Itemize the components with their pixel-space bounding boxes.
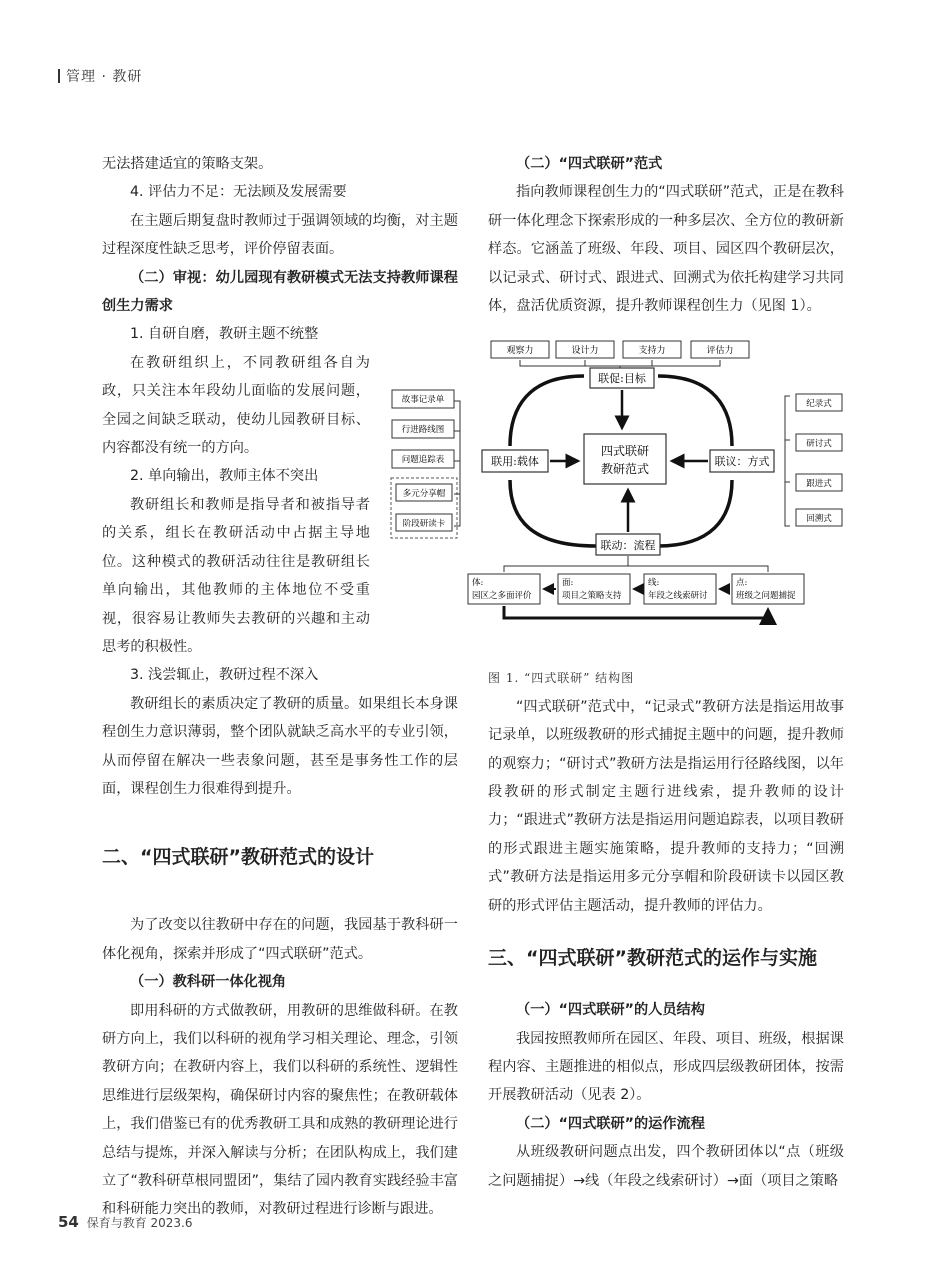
right-p3: 我园按照教师所在园区、年段、项目、班级，根据课程内容、主题推进的相似点，形成四层级教研团体，按需开展教研活动（见表 2）。 <box>488 1030 844 1104</box>
bottom-box-3-text: 年段之线索研讨 <box>648 591 708 602</box>
right-column <box>472 150 844 1195</box>
left-item1: 1. 自研自磨，教研主题不统整 <box>130 326 319 343</box>
bottom-connector <box>504 556 768 572</box>
left-item3: 3. 浅尝辄止，教研过程不深入 <box>130 667 319 684</box>
tool-3-text: 问题追踪表 <box>401 455 445 465</box>
right-p2: “四式联研”范式中，“记录式”教研方法是指运用故事记录单，以班级教研的形式捕捉主题中的问题，提升教师的观察力；“研讨式”教研方法是指运用行径路线图，以年段教研的形式制定主题行进线索，提升教师的设计力；“跟进式”教研方法是指运用问题追踪表，以项目教研的形式跟进主题实施策略，提升教师的支持力；“回溯式”教研方法是指运用多元分享帽和阶段研读卡以园区教研的形式评估主题活动，提升教师的评估力。 <box>488 698 844 914</box>
bottom-box-1-text: 园区之多面评价 <box>472 591 532 602</box>
figure-caption: 图 1. “四式联研” 结构图 <box>488 671 635 686</box>
bottom-box-4-label: 点: <box>736 578 748 589</box>
node-right-text: 联议：方式 <box>714 455 770 469</box>
arc-bottom-left <box>510 480 596 546</box>
left-column <box>102 150 458 1224</box>
left-item4: 4. 评估力不足：无法顾及发展需要 <box>130 184 347 201</box>
section-heading-3: 三、“四式联研”教研范式的运作与实施 <box>488 947 817 970</box>
center-box <box>584 434 666 484</box>
arc-top-left <box>510 376 584 446</box>
left-p2: 在主题后期复盘时教师过于强调领域的均衡，对主题过程深度性缺乏思考，评价停留表面。 <box>102 212 458 258</box>
left-subheading-3: （一）教科研一体化视角 <box>130 974 287 991</box>
left-tools-panel <box>390 388 460 540</box>
bottom-box-2-label: 面: <box>562 578 574 589</box>
tool-5-text: 阶段研读卡 <box>402 519 446 529</box>
method-4-text: 回溯式 <box>806 514 832 524</box>
right-subheading-3: （二）“四式联研”的运作流程 <box>516 1115 705 1132</box>
left-p7: 即用科研的方式做教研，用教研的思维做科研。在教研方向上，我们以科研的视角学习相关理论、理念，引领教研方向；在教研内容上，我们以科研的系统性、逻辑性思维进行层级架构，确保研讨内容的聚焦性；在教研载体上，我们借鉴已有的优秀教研工具和成熟的教研理论进行总结与提炼，并深入解读与分析；在团队构成上，我们建立了“教科研草根同盟团”，集结了园内教育实践经验丰富和科研能力突出的教师，对教研过程进行诊断与跟进。 <box>102 1002 458 1218</box>
left-tools-bracket <box>452 398 464 528</box>
tool-1-text: 故事记录单 <box>401 395 445 405</box>
right-p4: 从班级教研问题点出发，四个教研团体以“点（班级之问题捕捉）→线（年段之线索研讨）→面（项目之策略 <box>488 1144 844 1189</box>
bottom-box-4-text: 班级之问题捕捉 <box>736 591 796 602</box>
left-item2: 2. 单向输出，教师主体不突出 <box>130 468 319 485</box>
top-bracket <box>520 360 720 366</box>
left-p3: 在教研组织上，不同教研组各自为政，只关注本年段幼儿面临的发展问题，全园之间缺乏联动，使幼儿园教研目标、内容都没有统一的方向。 <box>102 354 370 457</box>
top-box-1-text: 观察力 <box>506 346 534 357</box>
arc-top-right <box>658 376 732 446</box>
top-box-2-text: 设计力 <box>571 346 599 357</box>
right-p1: 指向教师课程创生力的“四式联研”范式，正是在教科研一体化理念下探索形成的一种多层次、全方位的教研新样态。它涵盖了班级、年段、项目、园区四个教研层次，以记录式、研讨式、跟进式、回溯式为依托构建学习共同体，盘活优质资源，提升教师课程创生力（见图 1）。 <box>488 184 844 315</box>
left-p5: 教研组长的素质决定了教研的质量。如果组长本身课程创生力意识薄弱，整个团队就缺乏高水平的专业引领，从而停留在解决一些表象问题，甚至是事务性工作的层面，课程创生力很难得到提升。 <box>102 695 458 797</box>
section-heading-2: 二、“四式联研”教研范式的设计 <box>102 846 374 869</box>
top-boxes <box>491 341 749 358</box>
center-line-1: 四式联研 <box>600 444 650 459</box>
tool-4-text: 多元分享帽 <box>402 489 446 499</box>
right-subheading-2: （一）“四式联研”的人员结构 <box>516 1002 705 1019</box>
left-subheading-2: （二）审视：幼儿园现有教研模式无法支持教师课程创生力需求 <box>102 269 458 315</box>
bottom-box-1-label: 体: <box>472 578 484 589</box>
node-bottom-text: 联动：流程 <box>600 539 656 553</box>
left-p4: 教研组长和教师是指导者和被指导者的关系，组长在教研活动中占据主导地位。这种模式的教研活动往往是教研组长单向输出，其他教师的主体地位不受重视，很容易让教师失去教研的兴趣和主动思考的积极性。 <box>102 496 370 655</box>
tool-2-text: 行进路线图 <box>401 425 445 435</box>
running-header <box>58 66 142 86</box>
page-footer <box>58 1213 193 1231</box>
center-line-2: 教研范式 <box>600 462 650 477</box>
node-left-text: 联用:载体 <box>491 455 539 469</box>
method-3-text: 跟进式 <box>806 479 832 489</box>
journal-name: 保育与教育 2023.6 <box>86 1216 193 1230</box>
left-p6: 为了改变以往教研中存在的问题，我园基于教科研一体化视角，探索并形成了“四式联研”范式。 <box>102 917 458 962</box>
top-box-4-text: 评估力 <box>706 346 734 357</box>
return-arrow <box>504 606 768 618</box>
method-1-text: 纪录式 <box>806 399 832 409</box>
methods-bracket <box>785 396 790 526</box>
bottom-box-2-text: 项目之策略支持 <box>562 591 622 602</box>
left-p1: 无法搭建适宜的策略支架。 <box>102 156 273 172</box>
node-top-text: 联促:目标 <box>598 372 646 386</box>
bottom-box-3-label: 线: <box>648 578 660 589</box>
right-methods-panel <box>784 392 844 528</box>
top-box-3-text: 支持力 <box>638 346 666 357</box>
header-section: 管理 · 教研 <box>66 69 143 85</box>
arc-bottom-right <box>658 480 732 546</box>
page-number: 54 <box>58 1213 79 1231</box>
header-bar <box>58 69 60 83</box>
right-subheading-1: （二）“四式联研”范式 <box>516 156 663 172</box>
method-2-text: 研讨式 <box>806 439 832 449</box>
